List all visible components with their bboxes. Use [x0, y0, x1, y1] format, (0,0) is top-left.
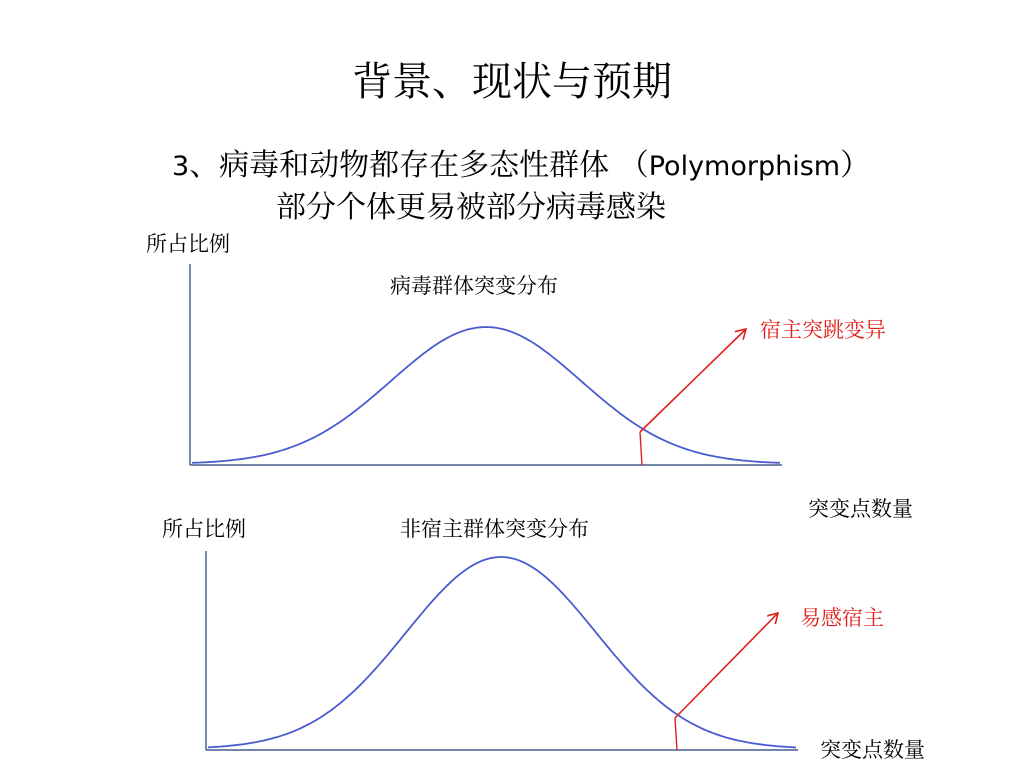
- bottom-y-axis-label: 所占比例: [162, 517, 246, 541]
- bullet-english-term: Polymorphism: [648, 151, 841, 182]
- top-x-axis-label: 突变点数量: [808, 497, 913, 521]
- top-y-axis-label: 所占比例: [146, 232, 230, 256]
- bottom-distribution-curve: [208, 557, 796, 748]
- top-threshold-line: [640, 432, 642, 465]
- top-chart-title: 病毒群体突变分布: [390, 274, 558, 298]
- top-distribution-curve: [192, 327, 780, 463]
- bottom-annotation-label: 易感宿主: [800, 606, 884, 630]
- top-annotation-label: 宿主突跳变异: [760, 318, 886, 342]
- bottom-threshold-line: [675, 718, 677, 750]
- top-annotation-arrow: [640, 329, 746, 432]
- bottom-chart-title: 非宿主群体突变分布: [400, 517, 589, 541]
- bullet-number: 3: [172, 151, 190, 182]
- bottom-annotation-arrow: [675, 613, 778, 718]
- slide-title: 背景、现状与预期: [352, 59, 672, 105]
- bullet-line-2: 部分个体更易被部分病毒感染: [276, 190, 666, 225]
- bottom-x-axis-label: 突变点数量: [820, 738, 925, 762]
- bullet-close-paren: ）: [840, 148, 871, 183]
- bullet-text: 、病毒和动物都存在多态性群体 （: [189, 148, 649, 183]
